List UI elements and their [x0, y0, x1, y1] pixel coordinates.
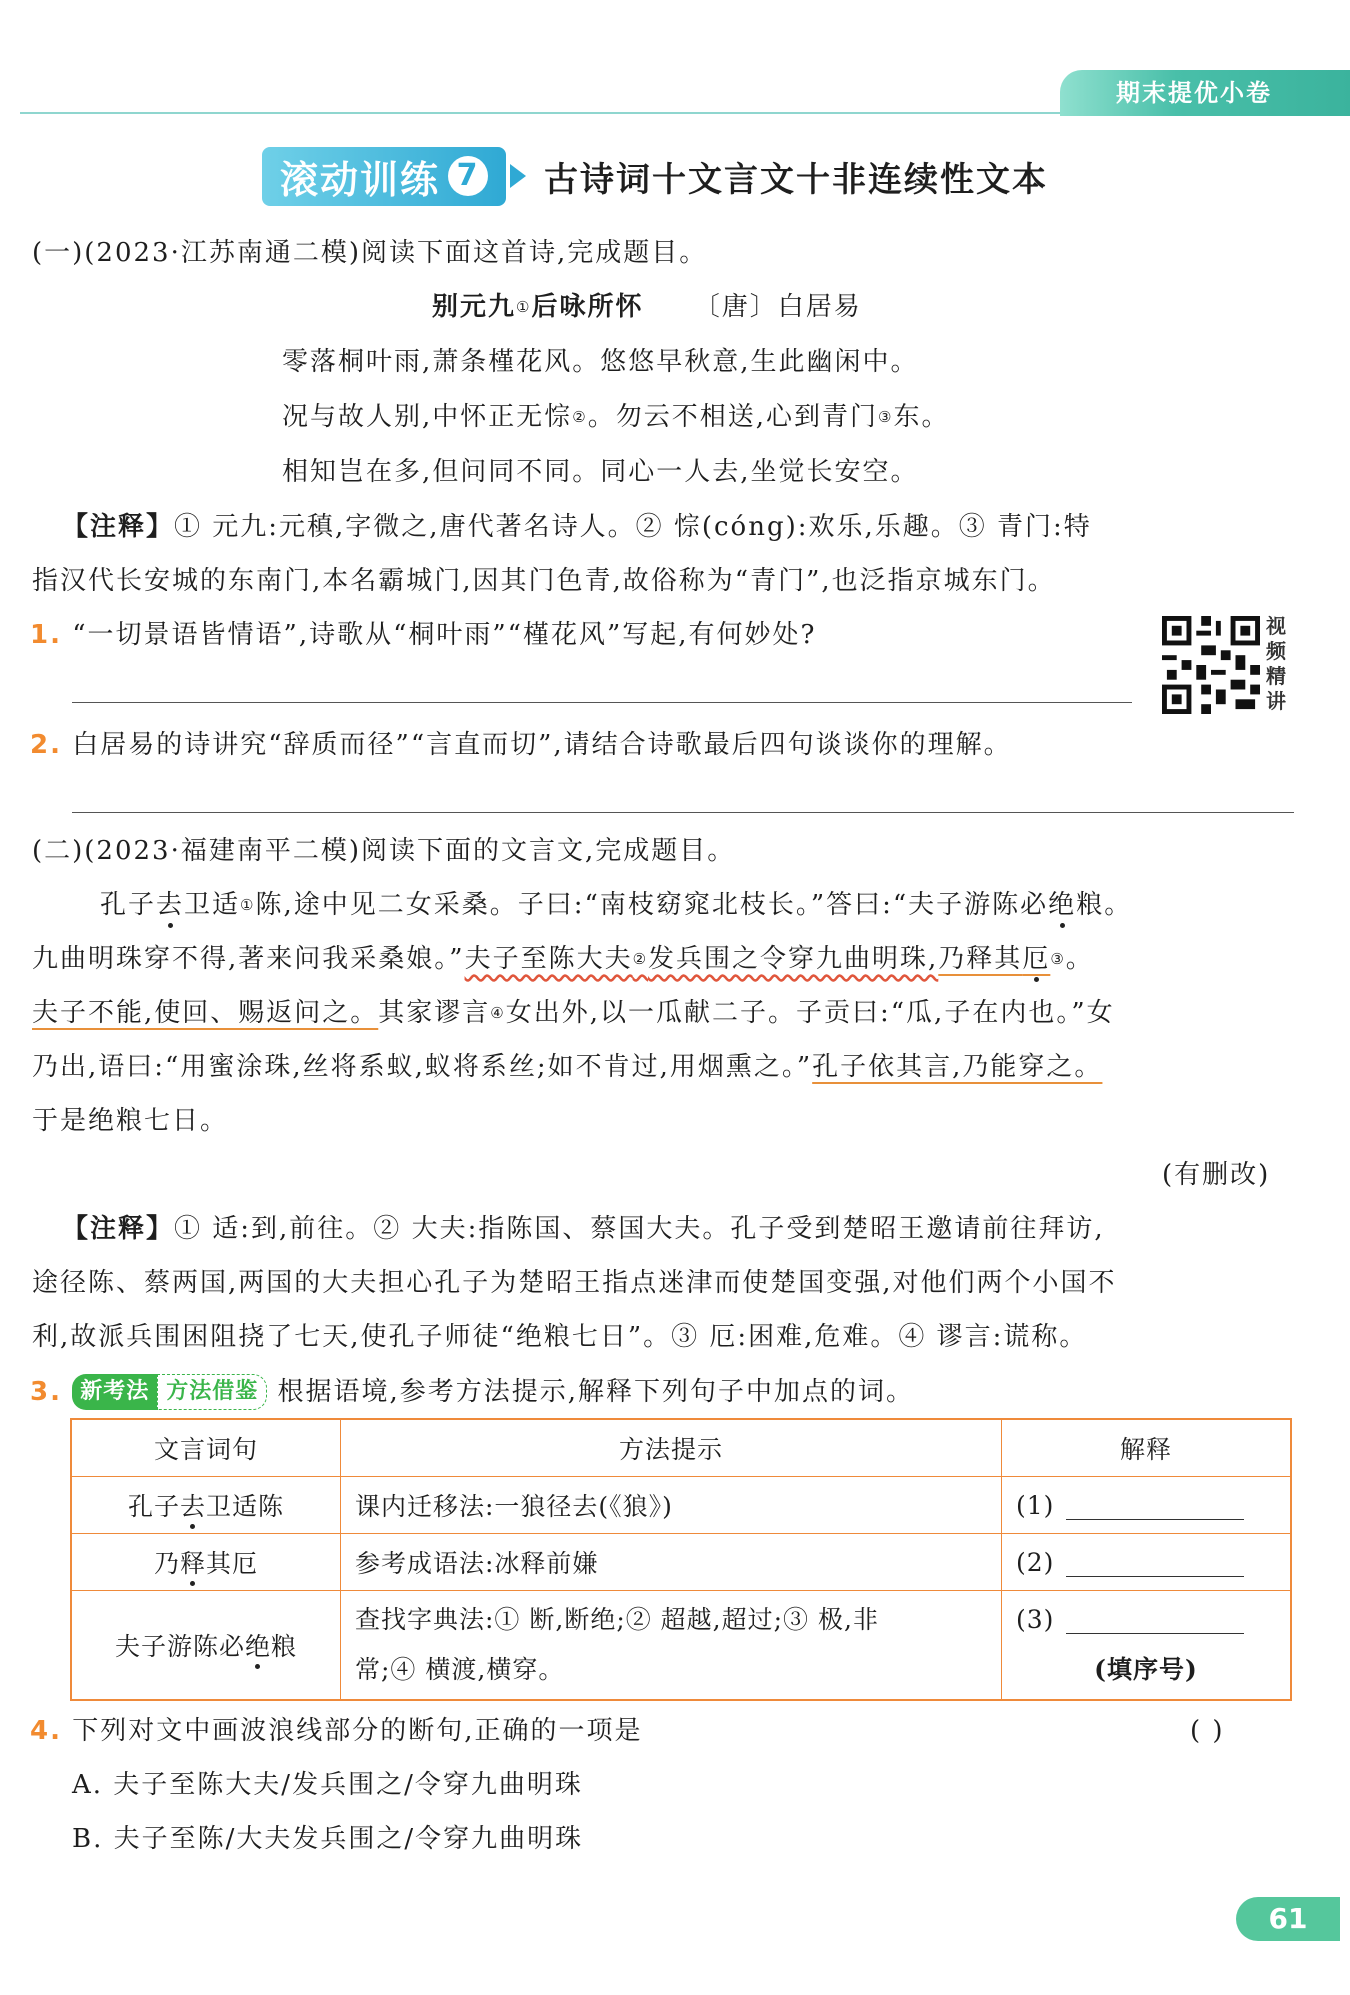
passage-note-line-3: 利,故派兵围困阻挠了七天,使孔子师徒“绝粮七日”。③ 厄:困难,危难。④ 谬言:谎称。 — [32, 1322, 1088, 1352]
note-text-1: ① 元九:元稹,字微之,唐代著名诗人。② 悰(cóng):欢乐,乐趣。③ 青门:特 — [174, 512, 1092, 542]
question-1 — [30, 618, 816, 652]
title-badge-text: 滚动训练 — [280, 156, 441, 202]
passage-note-line-1 — [62, 1212, 1105, 1246]
hint-line-2: 常;④ 横渡,横穿。 — [355, 1655, 565, 1684]
table-header: 文言词句 — [71, 1419, 341, 1477]
table-cell-hint: 参考成语法:冰释前嫌 — [341, 1534, 1002, 1591]
passage-2e: 。 — [1065, 944, 1094, 974]
answer-line-1[interactable] — [72, 702, 1132, 703]
passage-3b: 其家谬言 — [378, 998, 491, 1028]
answer-blank[interactable] — [1066, 1607, 1244, 1634]
footnote-1: ① — [240, 896, 256, 914]
qr-label: 视频精讲 — [1266, 614, 1286, 713]
answer-parentheses[interactable]: ( ) — [1190, 1716, 1225, 1746]
qr-code-icon[interactable] — [1162, 616, 1260, 714]
poem-line-2-a: 况与故人别,中怀正无悰 — [282, 402, 573, 432]
footnote-3b: ③ — [1050, 950, 1066, 968]
table-cell-phrase: 夫子游陈必绝粮 — [71, 1591, 341, 1701]
question-2-text: 白居易的诗讲究“辞质而径”“言直而切”,请结合诗歌最后四句谈谈你的理解。 — [72, 730, 1012, 760]
table-cell-phrase: 孔子去卫适陈 — [71, 1477, 341, 1534]
underline-text-1: 乃释其厄 — [938, 944, 1051, 974]
source-note: (有删改) — [1162, 1160, 1271, 1190]
answer-note: (填序号) — [1094, 1655, 1198, 1684]
passage-line-4 — [32, 1050, 1102, 1084]
footnote-2b: ② — [632, 950, 649, 968]
poem-title-text: 别元九 — [432, 292, 517, 322]
question-3 — [30, 1374, 914, 1410]
table-header: 解释 — [1002, 1419, 1292, 1477]
question-2 — [30, 728, 1012, 762]
answer-label: (3) — [1016, 1605, 1055, 1634]
poem-line-2 — [282, 400, 949, 434]
method-table — [70, 1418, 1292, 1701]
question-4-text: 下列对文中画波浪线部分的断句,正确的一项是 — [72, 1716, 643, 1746]
passage-line-5: 于是绝粮七日。 — [32, 1106, 229, 1136]
title-badge — [262, 147, 506, 206]
option-a[interactable]: A. 夫子至陈大夫/发兵围之/令穿九曲明珠 — [72, 1770, 583, 1800]
title-number: 7 — [448, 156, 488, 196]
table-row — [71, 1534, 1291, 1591]
table-cell-answer[interactable] — [1002, 1477, 1292, 1534]
underline-text-3: 孔子依其言,乃能穿之。 — [812, 1052, 1103, 1082]
passage-4a: 乃出,语曰:“用蜜涂珠,丝将系蚁,蚁将系丝;如不肯过,用烟熏之。” — [32, 1052, 813, 1082]
method-reference-badge: 方法借鉴 — [157, 1374, 267, 1410]
passage-3c: 女出外,以一瓜献二子。子贡曰:“瓜,子在内也。”女 — [505, 998, 1115, 1028]
poem-line-1: 零落桐叶雨,萧条槿花风。悠悠早秋意,生此幽闲中。 — [282, 347, 919, 377]
question-2-number: 2. — [30, 730, 62, 760]
poem-author: 〔唐〕白居易 — [693, 292, 862, 322]
question-3-text: 根据语境,参考方法提示,解释下列句子中加点的词。 — [277, 1377, 915, 1407]
hint-line-1: 查找字典法:① 断,断绝;② 超越,超过;③ 极,非 — [355, 1605, 879, 1634]
poem-line-2-c: 东。 — [893, 402, 950, 432]
question-4 — [30, 1714, 643, 1748]
answer-label: (1) — [1016, 1490, 1055, 1520]
wavy-part-1: 夫子至陈大夫 — [464, 944, 633, 974]
table-header-row — [71, 1419, 1291, 1477]
part1-intro: (一)(2023·江苏南通二模)阅读下面这首诗,完成题目。 — [32, 238, 708, 268]
passage-line-3 — [32, 996, 1115, 1030]
option-b[interactable]: B. 夫子至陈/大夫发兵围之/令穿九曲明珠 — [72, 1824, 584, 1854]
part2-intro: (二)(2023·福建南平二模)阅读下面的文言文,完成题目。 — [32, 836, 736, 866]
footnote-4: ④ — [490, 1004, 506, 1022]
table-cell-phrase: 乃释其厄 — [71, 1534, 341, 1591]
table-cell-hint: 课内迁移法:一狼径去(《狼》) — [341, 1477, 1002, 1534]
poem-title-tail: 后咏所怀 — [531, 292, 644, 322]
table-cell-answer[interactable] — [1002, 1591, 1292, 1701]
page-number: 61 — [1236, 1897, 1340, 1941]
page-title — [262, 148, 1048, 204]
question-1-number: 1. — [30, 620, 62, 650]
table-header: 方法提示 — [341, 1419, 1002, 1477]
section-tab: 期末提优小卷 — [1060, 70, 1350, 116]
passage-line-2 — [32, 942, 1094, 976]
wavy-underline-text — [465, 944, 939, 974]
footnote-2: ② — [572, 408, 588, 426]
title-main: 古诗词十文言文十非连续性文本 — [544, 159, 1049, 200]
passage-note-line-2: 途径陈、蔡两国,两国的大夫担心孔子为楚昭王指点迷津而使楚国变强,对他们两个小国不 — [32, 1268, 1117, 1298]
question-3-number: 3. — [30, 1377, 62, 1407]
passage-line-1 — [100, 888, 1132, 922]
poem-note-line-1 — [62, 510, 1092, 544]
table-row — [71, 1591, 1291, 1701]
passage-1b: 陈,途中见二女采桑。子曰:“南枝窈窕北枝长。”答曰:“夫子游陈必绝粮。 — [255, 890, 1133, 920]
table-cell-hint — [341, 1591, 1002, 1701]
footnote-3: ③ — [877, 408, 894, 426]
question-4-number: 4. — [30, 1716, 62, 1746]
poem-note-line-2: 指汉代长安城的东南门,本名霸城门,因其门色青,故俗称为“青门”,也泛指京城东门。 — [32, 566, 1056, 596]
answer-blank[interactable] — [1066, 1550, 1244, 1577]
poem-title — [432, 290, 862, 324]
question-1-text: “一切景语皆情语”,诗歌从“桐叶雨”“槿花风”写起,有何妙处? — [72, 620, 817, 650]
poem-line-3: 相知岂在多,但问同不同。同心一人去,坐觉长安空。 — [282, 457, 919, 487]
answer-line-2[interactable] — [72, 812, 1294, 813]
table-cell-answer[interactable] — [1002, 1534, 1292, 1591]
underline-text-2: 夫子不能,使回、赐返问之。 — [32, 998, 379, 1028]
answer-blank[interactable] — [1066, 1493, 1244, 1520]
poem-line-2-b: 。勿云不相送,心到青门 — [587, 402, 878, 432]
passage-1a: 孔子去卫适 — [100, 890, 241, 920]
answer-label: (2) — [1016, 1547, 1055, 1577]
arrow-icon — [510, 164, 526, 188]
passage-2a: 九曲明珠穿不得,著来问我采桑娘。” — [32, 944, 465, 974]
note-label-2: 【注释】 — [62, 1214, 175, 1244]
note-label: 【注释】 — [62, 512, 175, 542]
note2-text-1: ① 适:到,前往。② 大夫:指陈国、蔡国大夫。孔子受到楚昭王邀请前往拜访, — [174, 1214, 1105, 1244]
new-method-badge: 新考法 — [72, 1374, 157, 1410]
table-row — [71, 1477, 1291, 1534]
poem-title-note: ① — [516, 298, 532, 316]
wavy-part-2: 发兵围之令穿九曲明珠, — [648, 944, 939, 974]
